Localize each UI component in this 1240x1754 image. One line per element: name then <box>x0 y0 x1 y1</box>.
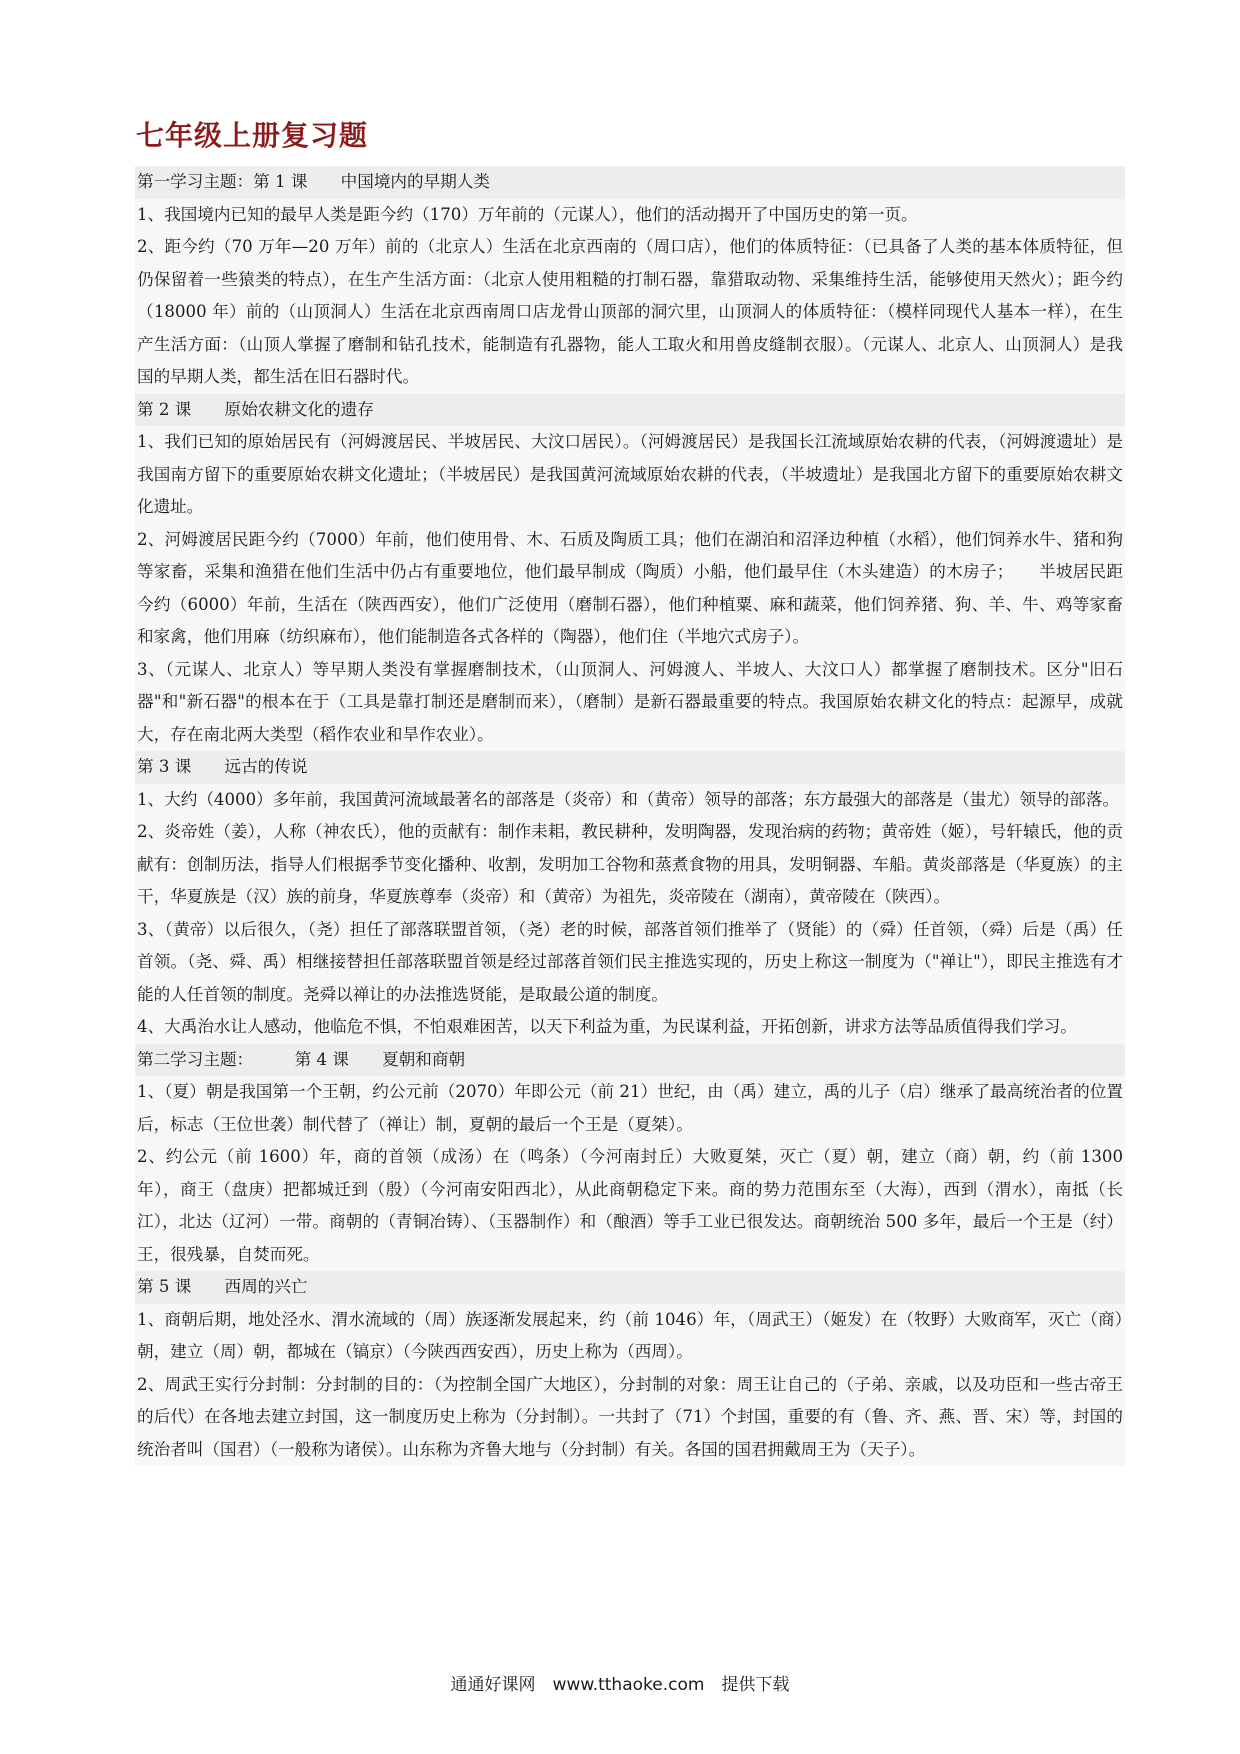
section-heading: 第 3 课 远古的传说 <box>135 751 1125 784</box>
paragraph: 1、我们已知的原始居民有（河姆渡居民、半坡居民、大汶口居民）。（河姆渡居民）是我国长江流域原始农耕的代表，（河姆渡遗址）是我国南方留下的重要原始农耕文化遗址；（半坡居民）是我国黄河流域原始农耕的代表，（半坡遗址）是我国北方留下的重要原始农耕文化遗址。 <box>137 432 1123 516</box>
section-heading: 第 5 课 西周的兴亡 <box>135 1271 1125 1304</box>
document-title: 七年级上册复习题 <box>136 119 369 152</box>
paragraph: 2、约公元（前 1600）年，商的首领（成汤）在（鸣条）（今河南封丘）大败夏桀，灭亡（夏）朝，建立（商）朝，约（前 1300 年），商王（盘庚）把都城迁到（殷）（今河南安阳西北），从此商朝稳定下来。商的势力范围东至（大海），西到（渭水），南抵（长江），北达（辽河）一带。商朝的（青铜冶铸）、（玉器制作）和（酿酒）等手工业已很发达。商朝统治 500 多年，最后一个王是（纣）王，很残暴，自焚而死。 <box>137 1147 1123 1264</box>
paragraph: 1、大约（4000）多年前，我国黄河流域最著名的部落是（炎帝）和（黄帝）领导的部落；东方最强大的部落是（蚩尤）领导的部落。 <box>137 789 1120 809</box>
section-heading: 第 2 课 原始农耕文化的遗存 <box>135 394 1125 427</box>
document-body <box>135 166 1125 1466</box>
paragraph: 4、大禹治水让人感动，他临危不惧，不怕艰难困苦，以天下利益为重，为民谋利益，开拓创新，讲求方法等品质值得我们学习。 <box>137 1017 1077 1036</box>
paragraph: 2、炎帝姓（姜），人称（神农氏），他的贡献有：制作耒耜，教民耕种，发明陶器，发现治病的药物；黄帝姓（姬），号轩辕氏，他的贡献有：创制历法，指导人们根据季节变化播种、收割，发明加工谷物和蒸煮食物的用具，发明铜器、车船。黄炎部落是（华夏族）的主干，华夏族是（汉）族的前身，华夏族尊奉（炎帝）和（黄帝）为祖先，炎帝陵在（湖南），黄帝陵在（陕西）。 <box>137 822 1123 906</box>
section-heading: 第二学习主题： 第 4 课 夏朝和商朝 <box>135 1044 1125 1077</box>
paragraph: 3、（黄帝）以后很久，（尧）担任了部落联盟首领，（尧）老的时候，部落首领们推举了（贤能）的（舜）任首领，（舜）后是（禹）任首领。（尧、舜、禹）相继接替担任部落联盟首领是经过部落首领们民主推选实现的，历史上称这一制度为（"禅让"），即民主推选有才能的人任首领的制度。尧舜以禅让的办法推选贤能，是取最公道的制度。 <box>137 919 1123 1004</box>
paragraph: 1、（夏）朝是我国第一个王朝，约公元前（2070）年即公元（前 21）世纪，由（禹）建立，禹的儿子（启）继承了最高统治者的位置后，标志（王位世袭）制代替了（禅让）制，夏朝的最后一个王是（夏桀）。 <box>137 1082 1123 1134</box>
paragraph: 1、我国境内已知的最早人类是距今约（170）万年前的（元谋人），他们的活动揭开了中国历史的第一页。 <box>137 204 918 224</box>
paragraph: 1、商朝后期，地处泾水、渭水流域的（周）族逐渐发展起来，约（前 1046）年，（周武王）（姬发）在（牧野）大败商军，灭亡（商）朝，建立（周）朝，都城在（镐京）（今陕西西安西），历史上称为（西周）。 <box>137 1309 1123 1361</box>
paragraph: 2、周武王实行分封制：分封制的目的：（为控制全国广大地区），分封制的对象：周王让自己的（子弟、亲戚，以及功臣和一些古帝王的后代）在各地去建立封国，这一制度历史上称为（分封制）。一共封了（71）个封国，重要的有（鲁、齐、燕、晋、宋）等，封国的统治者叫（国君）（一般称为诸侯）。山东称为齐鲁大地与（分封制）有关。各国的国君拥戴周王为（天子）。 <box>137 1374 1123 1459</box>
paragraph: 3、（元谋人、北京人）等早期人类没有掌握磨制技术，（山顶洞人、河姆渡人、半坡人、大汶口人）都掌握了磨制技术。区分"旧石器"和"新石器"的根本在于（工具是靠打制还是磨制而来），（磨制）是新石器最重要的特点。我国原始农耕文化的特点：起源早，成就大，存在南北两大类型（稻作农业和旱作农业）。 <box>137 659 1123 744</box>
page-footer: 通通好课网 www.tthaoke.com 提供下载 <box>450 1675 790 1695</box>
section-heading: 第一学习主题：第 1 课 中国境内的早期人类 <box>135 166 1125 199</box>
paragraph: 2、河姆渡居民距今约（7000）年前，他们使用骨、木、石质及陶质工具；他们在湖泊和沼泽边种植（水稻），他们饲养水牛、猪和狗等家畜，采集和渔猎在他们生活中仍占有重要地位，他们最早制成（陶质）小船，他们最早住（木头建造）的木房子； 半坡居民距今约（6000）年前，生活在（陕西西安），他们广泛使用（磨制石器），他们种植粟、麻和蔬菜，他们饲养猪、狗、羊、牛、鸡等家畜和家禽，他们用麻（纺织麻布），他们能制造各式各样的（陶器），他们住（半地穴式房子）。 <box>137 529 1123 646</box>
paragraph: 2、距今约（70 万年—20 万年）前的（北京人）生活在北京西南的（周口店），他们的体质特征：（已具备了人类的基本体质特征，但仍保留着一些猿类的特点），在生产生活方面：（北京人使用粗糙的打制石器，靠猎取动物、采集维持生活，能够使用天然火）；距今约（18000 年）前的（山顶洞人）生活在北京西南周口店龙骨山顶部的洞穴里，山顶洞人的体质特征：（模样同现代人基本一样），在生产生活方面：（山顶人掌握了磨制和钻孔技术，能制造有孔器物，能人工取火和用兽皮缝制衣服）。（元谋人、北京人、山顶洞人）是我国的早期人类，都生活在旧石器时代。 <box>137 237 1123 386</box>
